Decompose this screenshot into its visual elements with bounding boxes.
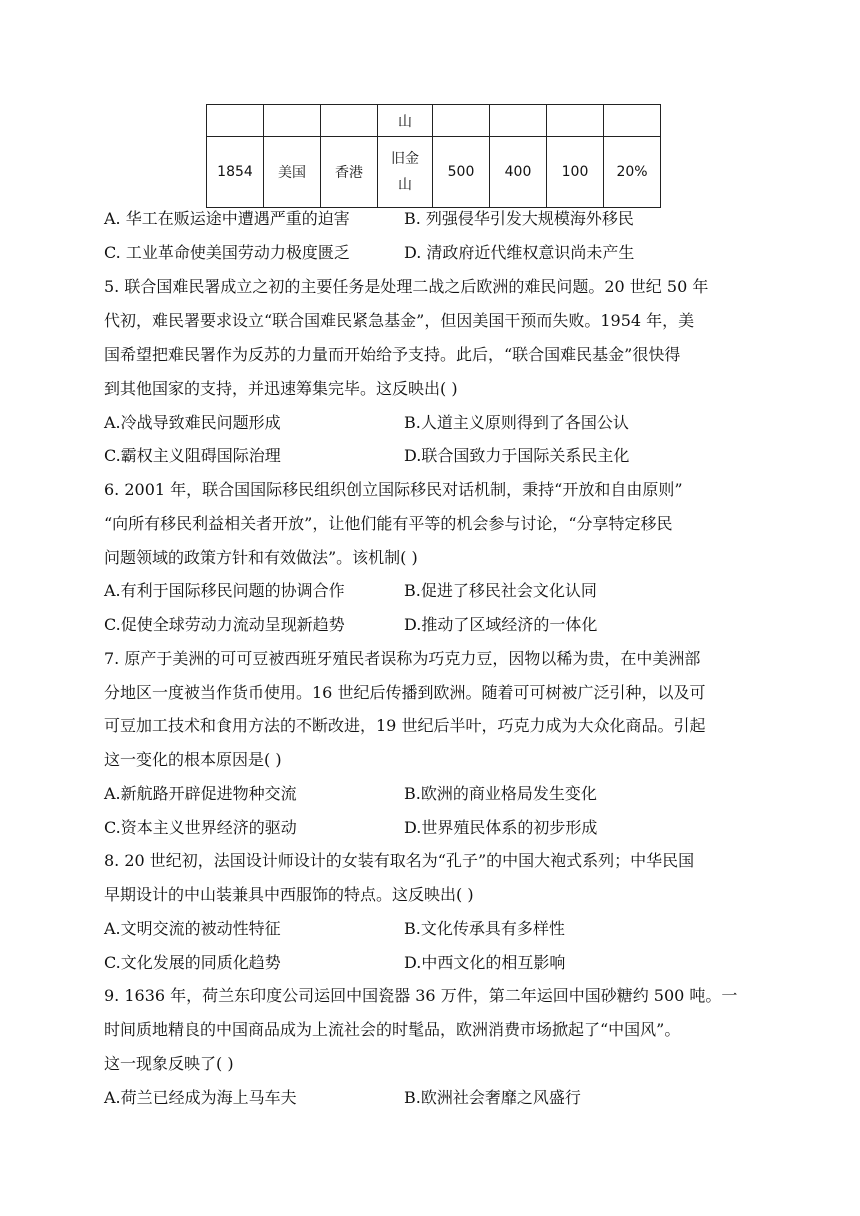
table-cell-v3: 100 <box>547 137 604 208</box>
q4-option-c[interactable]: C. 工业革命使美国劳动力极度匮乏 <box>104 243 350 262</box>
table-cell <box>604 105 661 137</box>
emigration-table <box>206 104 661 208</box>
table-cell <box>207 105 264 137</box>
q5-option-c[interactable]: C.霸权主义阻碍国际治理 <box>104 446 281 465</box>
q6-option-b[interactable]: B.促进了移民社会文化认同 <box>404 581 597 600</box>
q9-option-a[interactable]: A.荷兰已经成为海上马车夫 <box>104 1088 297 1107</box>
q7-option-a[interactable]: A.新航路开辟促进物种交流 <box>104 784 297 803</box>
q4-option-d[interactable]: D. 清政府近代维权意识尚未产生 <box>404 243 635 262</box>
table-cell-dest <box>378 137 433 208</box>
q7-option-c[interactable]: C.资本主义世界经济的驱动 <box>104 818 297 837</box>
table-cell <box>433 105 490 137</box>
q9-option-b[interactable]: B.欧洲社会奢靡之风盛行 <box>404 1088 581 1107</box>
q7-stem-line: 可豆加工技术和食用方法的不断改进，19 世纪后半叶，巧克力成为大众化商品。引起 <box>104 716 706 735</box>
q5-stem-line: 代初，难民署要求设立“联合国难民紧急基金”，但因美国干预而失败。1954 年，美 <box>104 311 695 330</box>
q5-option-d[interactable]: D.联合国致力于国际关系民主化 <box>404 446 630 465</box>
table-cell: 山 <box>378 105 433 137</box>
q7-stem-line: 这一变化的根本原因是( ) <box>104 750 282 769</box>
q6-option-d[interactable]: D.推动了区域经济的一体化 <box>404 615 598 634</box>
q6-option-c[interactable]: C.促使全球劳动力流动呈现新趋势 <box>104 615 345 634</box>
q8-option-d[interactable]: D.中西文化的相互影响 <box>404 953 566 972</box>
q7-stem-line: 7. 原产于美洲的可可豆被西班牙殖民者误称为巧克力豆，因物以稀为贵，在中美洲部 <box>104 649 701 668</box>
table-cell-country: 美国 <box>264 137 321 208</box>
q5-option-a[interactable]: A.冷战导致难民问题形成 <box>104 413 281 432</box>
table-cell <box>547 105 604 137</box>
q8-stem-line: 早期设计的中山装兼具中西服饰的特点。这反映出( ) <box>104 885 474 904</box>
q6-option-a[interactable]: A.有利于国际移民问题的协调合作 <box>104 581 345 600</box>
table-row <box>207 105 661 137</box>
table-cell-from: 香港 <box>321 137 378 208</box>
dest-line-1: 旧金 <box>391 151 419 167</box>
q9-stem-line: 时间质地精良的中国商品成为上流社会的时髦品，欧洲消费市场掀起了“中国风”。 <box>104 1020 681 1039</box>
q9-stem-line: 9. 1636 年，荷兰东印度公司运回中国瓷器 36 万件，第二年运回中国砂糖约 500 吨。一 <box>104 986 738 1005</box>
table-cell-pct: 20% <box>604 137 661 208</box>
q7-option-b[interactable]: B.欧洲的商业格局发生变化 <box>404 784 597 803</box>
q4-option-a[interactable]: A. 华工在贩运途中遭遇严重的迫害 <box>104 209 350 228</box>
dest-line-2: 山 <box>398 177 412 193</box>
q6-stem-line: 问题领域的政策方针和有效做法”。该机制( ) <box>104 548 418 567</box>
q8-stem-line: 8. 20 世纪初，法国设计师设计的女装有取名为“孔子”的中国大袍式系列；中华民国 <box>104 851 695 870</box>
q9-stem-line: 这一现象反映了( ) <box>104 1054 234 1073</box>
table-row <box>207 137 661 208</box>
q5-stem-line: 5. 联合国难民署成立之初的主要任务是处理二战之后欧洲的难民问题。20 世纪 50 年 <box>104 277 709 296</box>
table-cell-v2: 400 <box>490 137 547 208</box>
table-cell-year: 1854 <box>207 137 264 208</box>
q8-option-c[interactable]: C.文化发展的同质化趋势 <box>104 953 281 972</box>
table-cell <box>321 105 378 137</box>
q8-option-a[interactable]: A.文明交流的被动性特征 <box>104 919 281 938</box>
table-cell <box>490 105 547 137</box>
q6-stem-line: 6. 2001 年，联合国国际移民组织创立国际移民对话机制，秉持“开放和自由原则” <box>104 480 683 499</box>
q7-option-d[interactable]: D.世界殖民体系的初步形成 <box>404 818 598 837</box>
table-cell-v1: 500 <box>433 137 490 208</box>
q8-option-b[interactable]: B.文化传承具有多样性 <box>404 919 565 938</box>
q4-option-b[interactable]: B. 列强侵华引发大规模海外移民 <box>404 209 634 228</box>
table-cell <box>264 105 321 137</box>
q5-stem-line: 国希望把难民署作为反苏的力量而开始给予支持。此后，“联合国难民基金”很快得 <box>104 345 681 364</box>
q5-option-b[interactable]: B.人道主义原则得到了各国公认 <box>404 413 629 432</box>
q7-stem-line: 分地区一度被当作货币使用。16 世纪后传播到欧洲。随着可可树被广泛引种，以及可 <box>104 683 706 702</box>
q6-stem-line: “向所有移民利益相关者开放”，让他们能有平等的机会参与讨论，“分享特定移民 <box>104 514 673 533</box>
q5-stem-line: 到其他国家的支持，并迅速筹集完毕。这反映出( ) <box>104 379 458 398</box>
